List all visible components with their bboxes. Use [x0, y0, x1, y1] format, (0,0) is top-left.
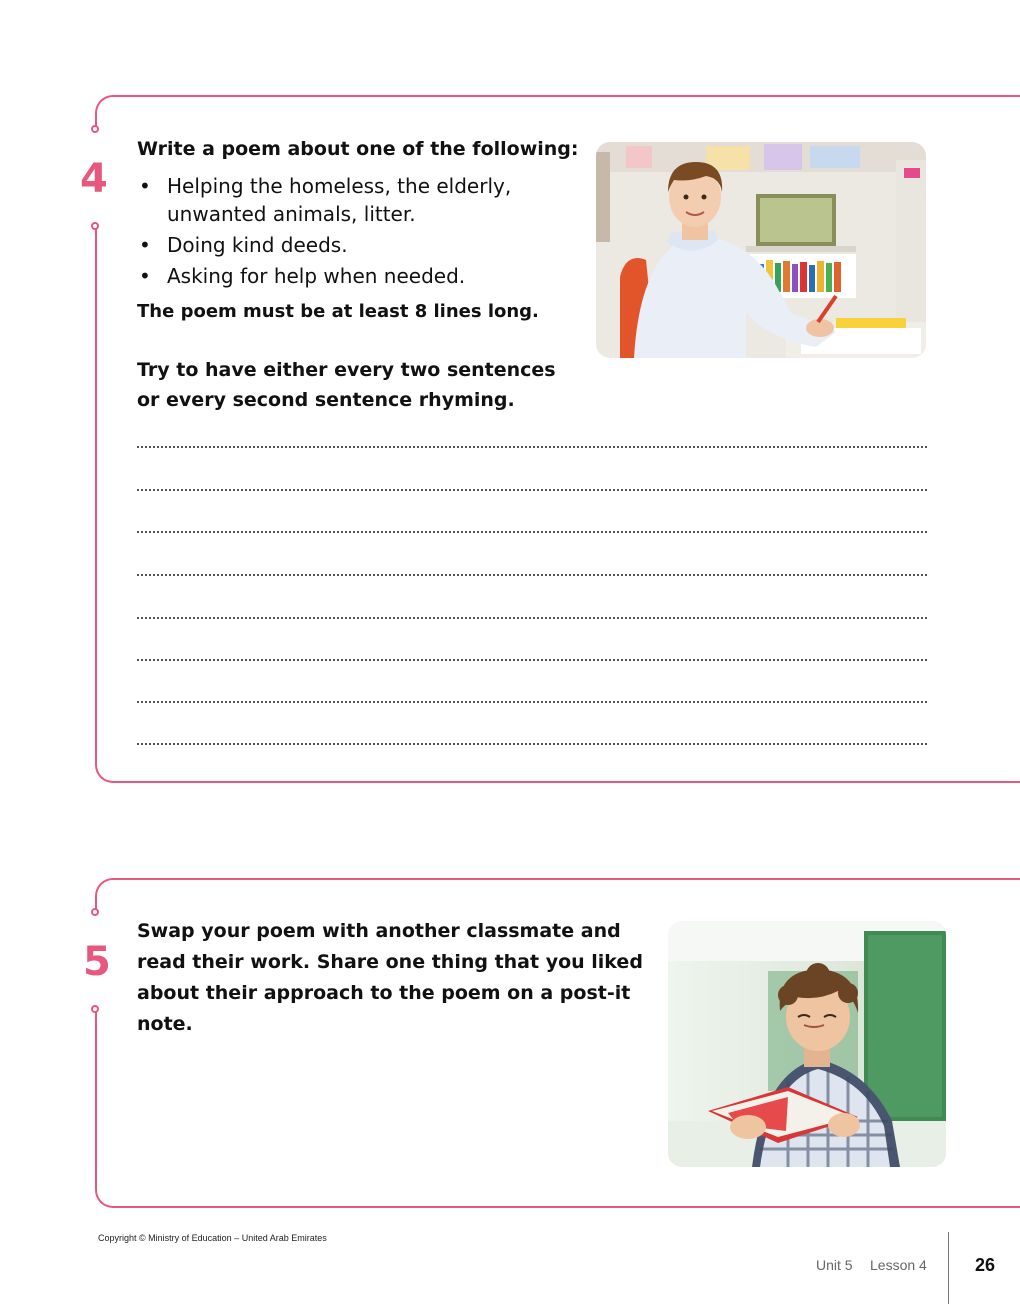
boy-reading-photo: [668, 921, 946, 1167]
frame-dot: [91, 125, 99, 133]
writing-line[interactable]: [137, 701, 927, 703]
activity-4-number: 4: [80, 156, 108, 202]
boy-writing-photo: [596, 142, 926, 358]
activity-4-rhyme-tip: Try to have either every two sentences or every second sentence rhyming.: [137, 359, 556, 411]
writing-line[interactable]: [137, 489, 927, 491]
writing-line[interactable]: [137, 659, 927, 661]
activity-4-instruction: Write a poem about one of the following:: [137, 138, 579, 160]
writing-line[interactable]: [137, 574, 927, 576]
activity-5-instruction: Swap your poem with another classmate and read their work. Share one thing that you liked about their approach to the poem on a post-it note.: [137, 920, 643, 1035]
unit-label: Unit 5: [816, 1257, 853, 1273]
writing-line[interactable]: [137, 446, 927, 448]
bullet-item: • Asking for help when needed.: [137, 262, 567, 290]
activity-4-requirement: The poem must be at least 8 lines long.: [137, 301, 539, 322]
writing-line[interactable]: [137, 531, 927, 533]
page-number: 26: [975, 1255, 996, 1275]
frame-dot: [91, 1005, 99, 1013]
activity-4-bullet-list: [137, 172, 567, 293]
lesson-label: Lesson 4: [870, 1257, 927, 1273]
writing-line[interactable]: [137, 617, 927, 619]
bullet-item: • Doing kind deeds.: [137, 231, 567, 259]
bullet-item: • Helping the homeless, the elderly, unwanted animals, litter.: [137, 172, 567, 228]
frame-dot: [91, 222, 99, 230]
footer-divider: [948, 1232, 949, 1304]
writing-line[interactable]: [137, 743, 927, 745]
activity-5-number: 5: [83, 939, 111, 985]
frame-dot: [91, 908, 99, 916]
copyright-text: Copyright © Ministry of Education – United Arab Emirates: [98, 1233, 327, 1243]
